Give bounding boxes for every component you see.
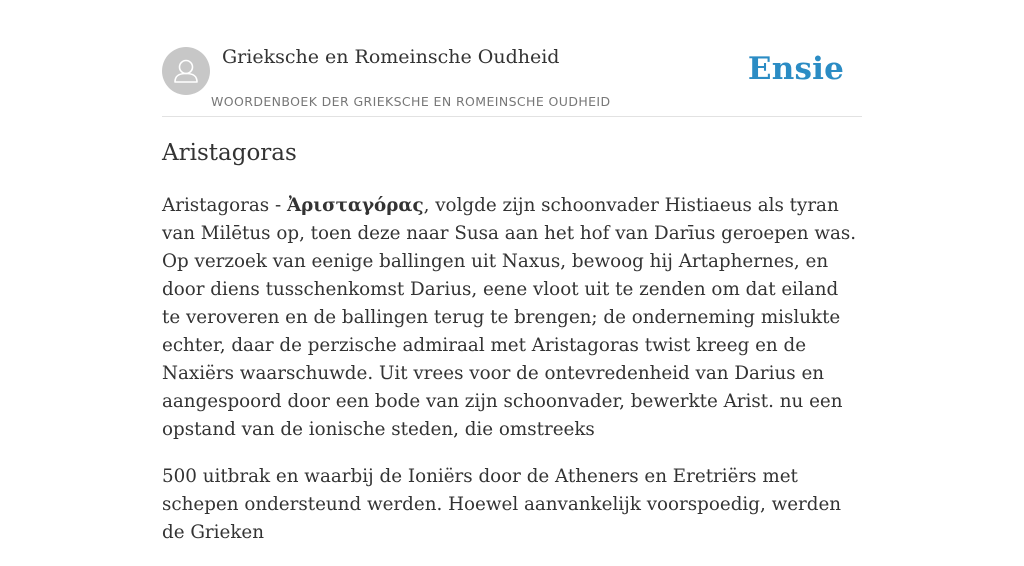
paragraph-2: 500 uitbrak en waarbij de Ioniërs door de Atheners en Eretriërs met schepen ondersteund werden. Hoewel aanvankelijk voorspoedig, werden de Grieken — [162, 466, 842, 543]
greek-term: Ἀρισταγόρας — [286, 195, 424, 216]
entry-body — [162, 192, 862, 566]
ensie-logo[interactable]: Ensie — [747, 51, 844, 87]
user-icon[interactable] — [162, 47, 210, 95]
source-header — [162, 40, 862, 117]
paragraph-1 — [162, 192, 862, 444]
source-title[interactable]: Grieksche en Romeinsche Oudheid — [222, 46, 560, 68]
entry-title: Aristagoras — [162, 140, 297, 166]
paragraph-1-text: , volgde zijn schoonvader Histiaeus als tyran van Milētus op, toen deze naar Susa aan het hof van Darīus geroepen was. Op verzoek van eenige ballingen uit Naxus, bewoog hij Artaphernes, en door diens tusschenkomst Darius, eene vloot uit te zenden om dat eiland te veroveren en de ballingen terug te brengen; de onderneming mislukte echter, daar de perzische admiraal met Aristagoras twist kreeg en de Naxiërs waarschuwde. Uit vrees voor de ontevredenheid van Darius en aangespoord door een bode van zijn schoonvader, bewerkte Arist. nu een opstand van de ionische steden, die omstreeks — [162, 195, 857, 440]
entry-lead: Aristagoras - — [162, 195, 287, 216]
source-subtitle: WOORDENBOEK DER GRIEKSCHE EN ROMEINSCHE OUDHEID — [211, 94, 611, 109]
